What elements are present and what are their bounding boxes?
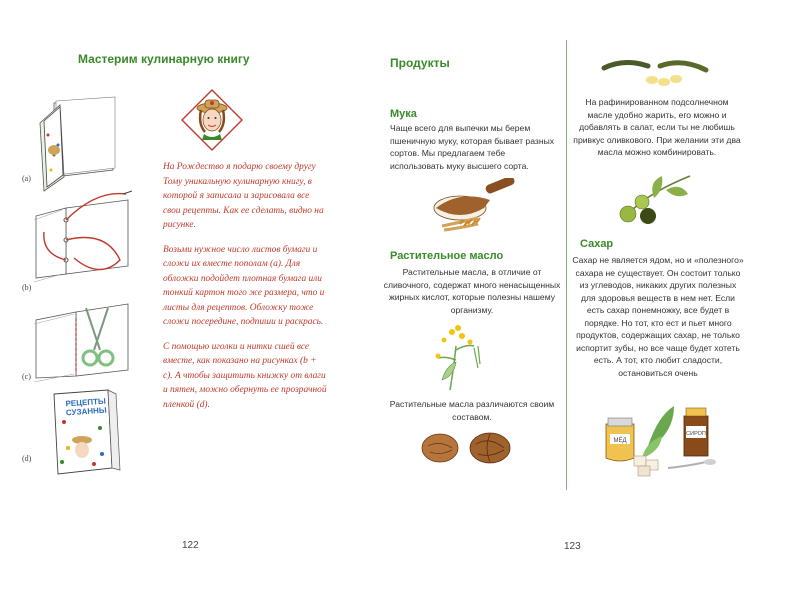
- step-label-d: (d): [22, 454, 32, 463]
- syrup-jar-label: СИРОП: [686, 431, 706, 437]
- book-step-b-illustration: [28, 190, 144, 286]
- girl-portrait-illustration: [180, 88, 244, 152]
- flour-scoop-illustration: [430, 178, 520, 240]
- flour-heading: Мука: [390, 108, 417, 120]
- left-page-number: 122: [182, 540, 199, 551]
- right-page-title: Продукты: [390, 56, 450, 70]
- sweets-illustration: [598, 402, 724, 482]
- book-step-c-illustration: [28, 298, 144, 388]
- left-page: [0, 0, 400, 560]
- sunflower-seeds-illustration: [600, 56, 712, 88]
- book-step-a-illustration: [18, 95, 128, 193]
- instruction-paragraph-3: С помощью иголки и нитки сшей все вместе, как показано на рисунках (b + c). А чтобы защитить книжку от влаги и пятен, можно обернуть ее прозрачной пленкой (d).: [163, 341, 327, 410]
- sugar-text: Сахар не является ядом, но и «полезного» сахара не существует. Он состоит только из углеводов, никаких других полезных для здоровья веществ в нем нет. Если есть сахар понемножку, все будет в порядке. Но тот, кто ест и пьет много продуктов, содержащих сахар, не только испортит зубы, но все чаще будет хотеть есть. А тот, кто любит сладости, остановиться очень: [572, 255, 744, 378]
- rapeseed-flower-illustration: [430, 320, 486, 392]
- column-divider: [566, 40, 567, 490]
- instruction-paragraph-2: Возьми нужное число листов бумаги и сложи их вместе пополам (a). Для обложки подойдет плотная бумага или тонкий картон того же размера, что и листы для рецептов. Обложку тоже сложи посередине, подпиши и раскрась.: [163, 244, 325, 327]
- oil-right-text: На рафинированном подсолнечном масле удобно жарить, его можно и добавлять в салат, если ты не любишь привкус оливкового. При желании эти два масла можно комбинировать.: [573, 97, 741, 157]
- step-label-c: (c): [22, 372, 31, 381]
- step-label-b: (b): [22, 283, 32, 292]
- book-cover-text: РЕЦЕПТЫ СУЗАННЫ: [65, 396, 107, 418]
- olives-illustration: [610, 172, 700, 228]
- walnuts-illustration: [418, 428, 518, 468]
- right-page: [383, 0, 800, 560]
- instruction-paragraph-1: На Рождество я подарю своему другу Тому уникальную кулинарную книгу, в которой я записала и зарисовала все свои рецепты. Как ее сделать, видно на рисунке.: [163, 162, 324, 230]
- flour-text: Чаще всего для выпечки мы берем пшеничную муку, которая бывает разных сортов. Мы предлагаем тебе использовать муку высшего сорта.: [390, 123, 555, 171]
- oil-caption: Растительные масла различаются своим составом.: [389, 399, 555, 422]
- step-label-a: (a): [22, 174, 31, 183]
- right-page-number: 123: [564, 541, 581, 552]
- instructions-text: [163, 160, 328, 422]
- left-page-title: Мастерим кулинарную книгу: [78, 52, 250, 66]
- oil-text: Растительные масла, в отличие от сливочного, содержат много ненасыщенных жирных кислот, которые полезны нашему организму.: [383, 267, 561, 315]
- oil-heading: Растительное масло: [390, 250, 504, 262]
- sugar-heading: Сахар: [580, 238, 614, 250]
- honey-jar-label: МЁД: [613, 438, 627, 444]
